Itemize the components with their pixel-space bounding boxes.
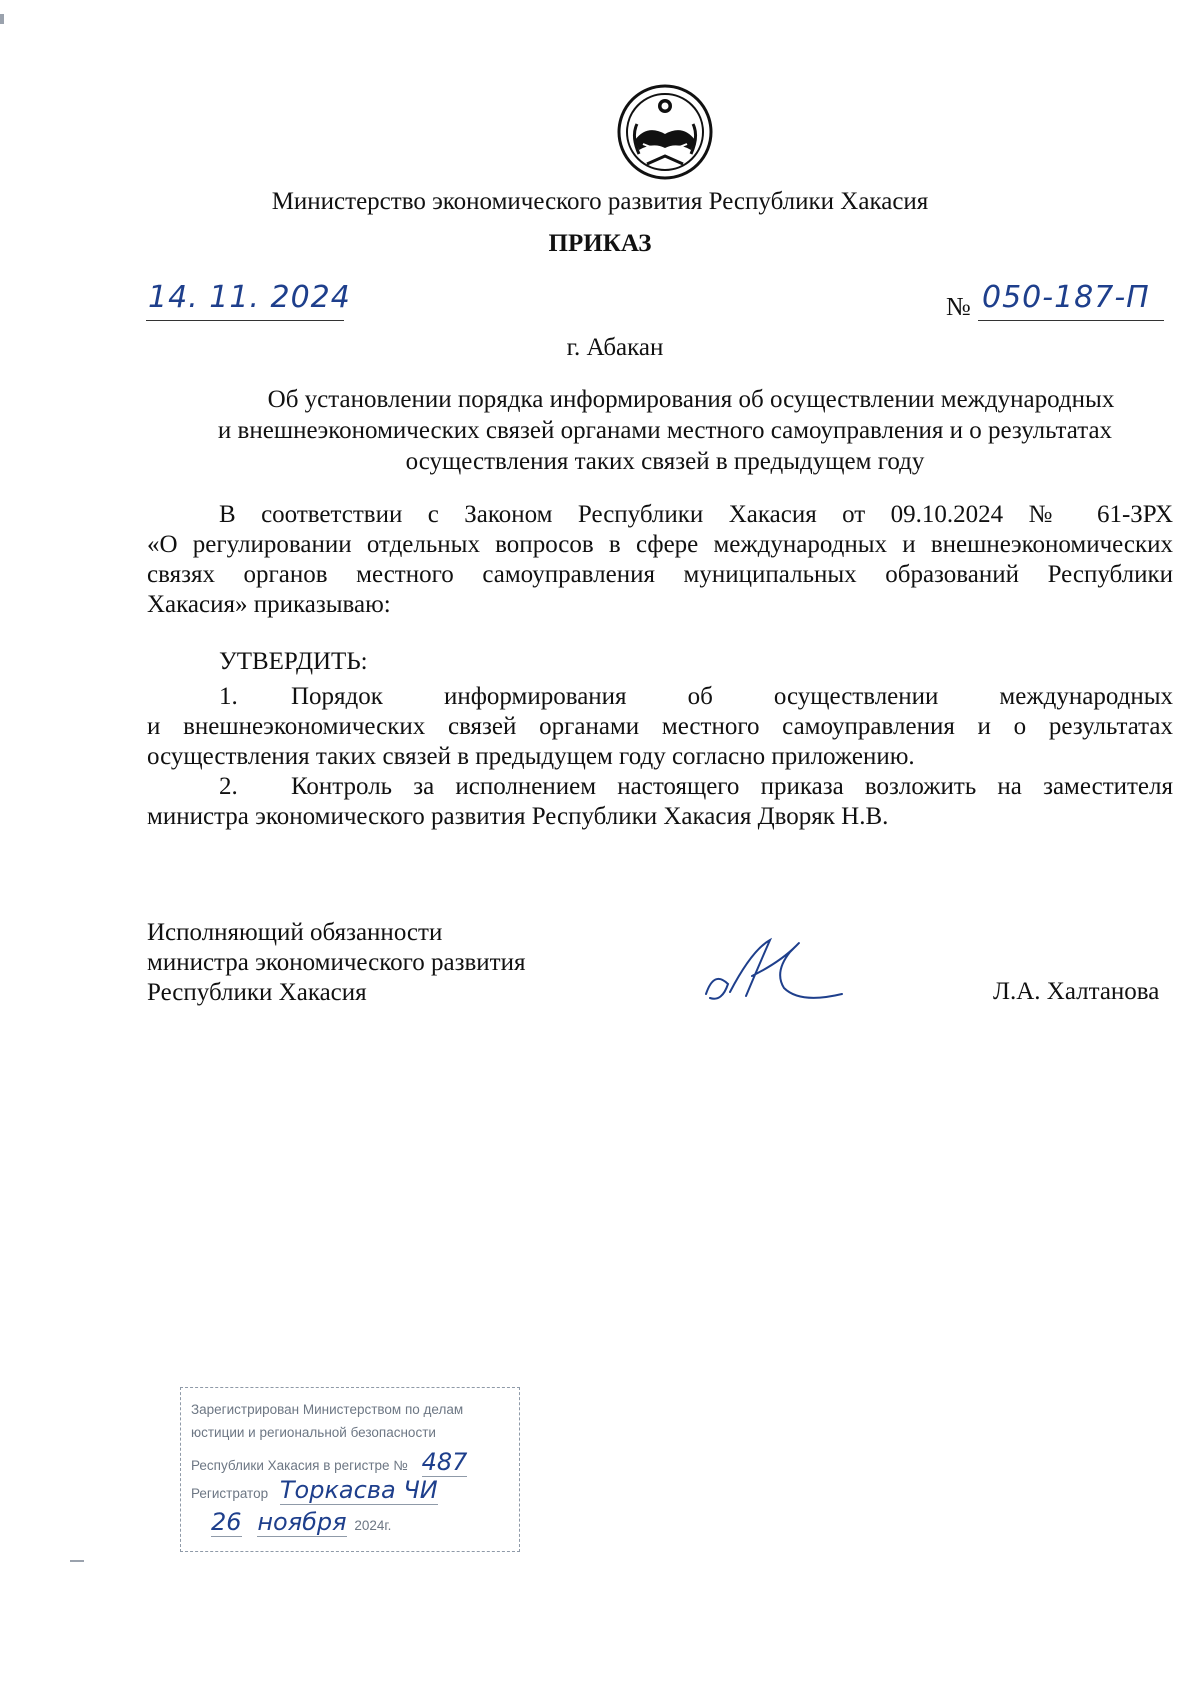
item-2 bbox=[147, 772, 1173, 832]
title-line-3: осуществления таких связей в предыдущем году bbox=[405, 448, 925, 475]
title-line-1: Об установлении порядка информирования об осуществлении международных bbox=[267, 386, 1115, 413]
signatory-position bbox=[147, 918, 525, 1008]
position-line-3: Республики Хакасия bbox=[147, 979, 367, 1006]
handwritten-date: 14. 11. 2024 bbox=[148, 280, 351, 315]
stamp-date-month: ноября bbox=[257, 1508, 347, 1536]
signatory-name: Л.А. Халтанова bbox=[993, 978, 1160, 1005]
item-2-number: 2. bbox=[219, 773, 238, 800]
item-1-line-1 bbox=[147, 682, 1173, 712]
preamble-line-2: «О регулировании отдельных вопросов в сфере международных и внешнеэкономических bbox=[147, 531, 1173, 558]
number-label: № bbox=[946, 292, 971, 321]
stamp-date-year: 2024г. bbox=[354, 1518, 392, 1533]
stamp-date bbox=[211, 1508, 391, 1536]
handwritten-signature bbox=[700, 932, 850, 1012]
document-title bbox=[190, 384, 1140, 477]
preamble-line-1: В соответствии с Законом Республики Хакасия от 09.10.2024 № 61-ЗРХ bbox=[219, 501, 1173, 528]
preamble bbox=[147, 500, 1173, 620]
stamp-line-4 bbox=[191, 1476, 438, 1504]
number-underline bbox=[978, 320, 1164, 321]
position-line-1: Исполняющий обязанности bbox=[147, 919, 443, 946]
position-line-2: министра экономического развития bbox=[147, 949, 526, 976]
preamble-line-4: Хакасия» приказываю: bbox=[147, 591, 391, 618]
item-1-line-2: и внешнеэкономических связей органами местного самоуправления и о результатах bbox=[147, 713, 1173, 740]
ministry-name: Министерство экономического развития Республики Хакасия bbox=[271, 188, 929, 215]
stamp-registrar-name: Торкасва ЧИ bbox=[279, 1476, 438, 1504]
scan-mark bbox=[0, 14, 4, 24]
item-1-line-3: осуществления таких связей в предыдущем году согласно приложению. bbox=[147, 743, 915, 770]
coat-of-arms-icon bbox=[617, 84, 713, 180]
item-1 bbox=[147, 682, 1173, 772]
handwritten-number: 050-187-П bbox=[982, 280, 1150, 315]
preamble-line-3: связях органов местного самоуправления муниципальных образований Республики bbox=[147, 561, 1173, 588]
stamp-registrar-label: Регистратор bbox=[191, 1486, 269, 1501]
approve-heading: УТВЕРДИТЬ: bbox=[219, 648, 368, 675]
stamp-reg-number: 487 bbox=[421, 1448, 468, 1476]
item-2-text-1: Контроль за исполнением настоящего приказа возложить на заместителя bbox=[291, 773, 1173, 800]
item-2-line-1 bbox=[147, 772, 1173, 802]
title-line-2: и внешнеэкономических связей органами местного самоуправления и о результатах bbox=[217, 417, 1113, 444]
stamp-line-2: юстиции и региональной безопасности bbox=[191, 1425, 436, 1440]
item-1-text-1: Порядок информирования об осуществлении международных bbox=[291, 683, 1173, 710]
item-1-number: 1. bbox=[219, 683, 238, 710]
registration-stamp bbox=[180, 1387, 520, 1552]
stamp-line-3-text: Республики Хакасия в регистре № bbox=[191, 1458, 408, 1473]
stamp-line-1: Зарегистрирован Министерством по делам bbox=[191, 1402, 464, 1417]
scan-mark bbox=[70, 1560, 84, 1562]
item-2-line-2: министра экономического развития Республики Хакасия Дворяк Н.В. bbox=[147, 803, 889, 830]
stamp-line-3 bbox=[191, 1448, 467, 1476]
date-underline bbox=[146, 320, 344, 321]
city: г. Абакан bbox=[566, 334, 664, 361]
stamp-date-day: 26 bbox=[211, 1508, 242, 1536]
document-type: ПРИКАЗ bbox=[548, 230, 652, 257]
